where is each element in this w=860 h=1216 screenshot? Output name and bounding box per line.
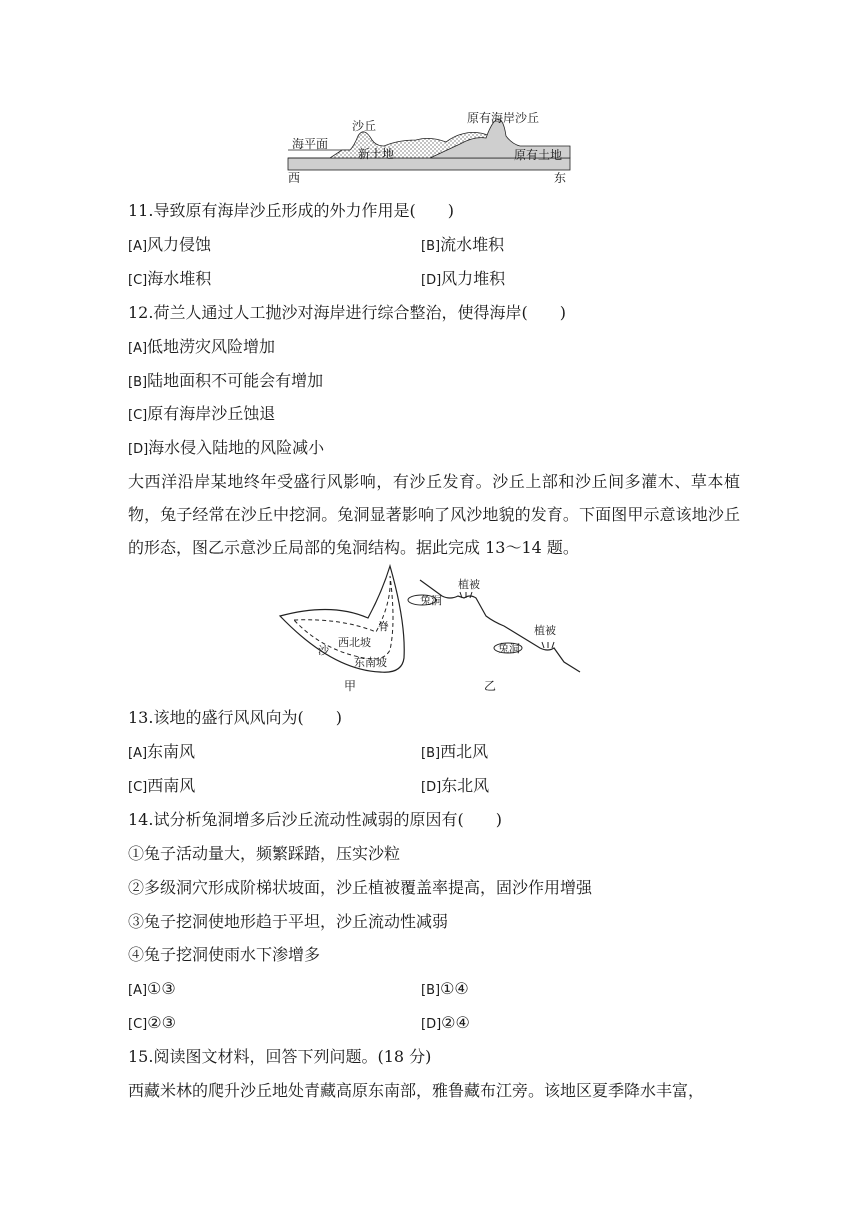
coastal-profile-diagram <box>280 106 580 186</box>
q15-text: 西藏米林的爬升沙丘地处青藏高原东南部，雅鲁藏布江旁。该地区夏季降水丰富， <box>128 1081 705 1100</box>
q13-option-d[interactable]: [D]东北风 <box>421 776 490 795</box>
q11-option-b[interactable]: [B]流水堆积 <box>421 235 505 254</box>
q12-option-b[interactable]: [B]陆地面积不可能会有增加 <box>128 371 324 390</box>
vegetation-upper-label: 植被 <box>458 578 480 591</box>
sea-level-label: 海平面 <box>292 137 329 151</box>
q13-option-b[interactable]: [B]西北风 <box>421 742 489 761</box>
q14-option-a[interactable]: [A]①③ <box>128 979 176 998</box>
q14-item-1: ①兔子活动量大，频繁踩踏，压实沙粒 <box>128 844 401 863</box>
west-label: 西 <box>288 171 301 185</box>
q12-option-a[interactable]: [A]低地涝灾风险增加 <box>128 337 276 356</box>
q11-option-a[interactable]: [A]风力侵蚀 <box>128 235 212 254</box>
q11-option-c[interactable]: [C]海水堆积 <box>128 269 212 288</box>
q14-item-3: ③兔子挖洞使地形趋于平坦，沙丘流动性减弱 <box>128 912 449 931</box>
nw-slope-label: 西北坡 <box>338 636 371 649</box>
q13-option-a[interactable]: [A]东南风 <box>128 742 196 761</box>
q12-option-c[interactable]: [C]原有海岸沙丘蚀退 <box>128 404 276 423</box>
east-label: 东 <box>554 171 567 185</box>
burrow-upper-label: 兔洞 <box>420 594 442 607</box>
q13-option-c[interactable]: [C]西南风 <box>128 776 196 795</box>
ridge-label: 脊 <box>378 620 389 633</box>
original-dune-label: 原有海岸沙丘 <box>467 111 540 125</box>
original-land-label: 原有土地 <box>514 148 563 162</box>
dune-burrow-diagram <box>272 562 592 698</box>
q14-item-4: ④兔子挖洞使雨水下渗增多 <box>128 945 321 964</box>
q14-option-c[interactable]: [C]②③ <box>128 1013 176 1032</box>
q13-stem: 13.该地的盛行风风向为( ) <box>128 708 342 727</box>
vegetation-lower-label: 植被 <box>534 624 556 637</box>
q12-option-d[interactable]: [D]海水侵入陆地的风险减小 <box>128 438 325 457</box>
new-land-label: 新土地 <box>358 147 395 161</box>
q12-stem: 12.荷兰人通过人工抛沙对海岸进行综合整治，使得海岸( ) <box>128 303 566 322</box>
q15-stem: 15.阅读图文材料，回答下列问题。(18 分) <box>128 1047 432 1066</box>
sand-label: 沙 <box>318 644 329 657</box>
burrow-lower-label: 兔洞 <box>498 642 520 655</box>
q14-option-d[interactable]: [D]②④ <box>421 1013 470 1032</box>
q14-option-b[interactable]: [B]①④ <box>421 979 469 998</box>
q11-stem: 11.导致原有海岸沙丘形成的外力作用是( ) <box>128 201 454 220</box>
se-slope-label: 东南坡 <box>354 656 387 669</box>
vegetation-lower-icon <box>542 642 554 648</box>
vegetation-upper-icon <box>460 592 472 598</box>
q14-stem: 14.试分析兔洞增多后沙丘流动性减弱的原因有( ) <box>128 810 502 829</box>
figure-yi-label: 乙 <box>484 679 497 693</box>
q11-option-d[interactable]: [D]风力堆积 <box>421 269 506 288</box>
burrow-slope <box>420 580 580 672</box>
figure-jia-label: 甲 <box>344 679 357 693</box>
dune-label: 沙丘 <box>352 119 377 133</box>
q14-item-2: ②多级洞穴形成阶梯状坡面，沙丘植被覆盖率提高，固沙作用增强 <box>128 878 593 897</box>
reading-passage: 大西洋沿岸某地终年受盛行风影响，有沙丘发育。沙丘上部和沙丘间多灌木、草本植物，兔子经常在沙丘中挖洞。兔洞显著影响了风沙地貌的发育。下面图甲示意该地沙丘的形态，图乙示意沙丘局部的兔洞结构。据此完成 13～14 题。 <box>128 472 740 557</box>
